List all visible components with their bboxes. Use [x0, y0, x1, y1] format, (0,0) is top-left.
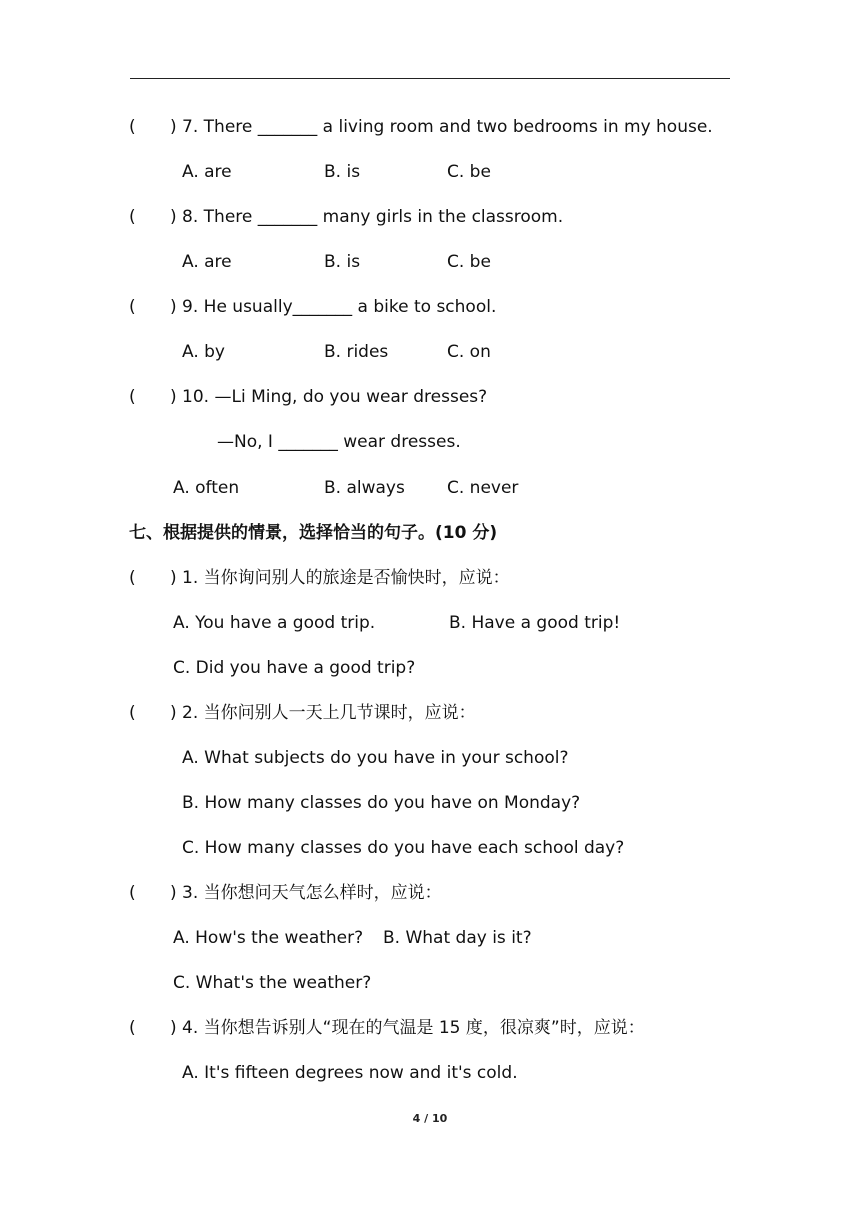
q9-option-b: B. rides: [324, 342, 389, 362]
question-10-reply: —No, I _______ wear dresses.: [217, 432, 461, 452]
q7-option-c: C. be: [447, 162, 491, 182]
q8-option-a: A. are: [182, 252, 232, 272]
q10-option-c: C. never: [447, 478, 519, 498]
q7-option-a: A. are: [182, 162, 232, 182]
s7-item-3-option-c: C. What's the weather?: [173, 973, 372, 993]
s7-item-2-option-b: B. How many classes do you have on Monday?: [182, 793, 581, 813]
question-10-text: ) 10. —Li Ming, do you wear dresses?: [170, 387, 488, 407]
q8-option-c: C. be: [447, 252, 491, 272]
q9-option-a: A. by: [182, 342, 225, 362]
q8-option-b: B. is: [324, 252, 361, 272]
s7-item-2-prompt: ) 2. 当你问别人一天上几节课时，应说：: [170, 703, 476, 723]
s7-item-3-option-a: A. How's the weather?: [173, 928, 364, 948]
s7-item-2-option-c: C. How many classes do you have each school day?: [182, 838, 625, 858]
question-7-text: ) 7. There _______ a living room and two bedrooms in my house.: [170, 117, 713, 137]
page-number: 4 / 10: [412, 1112, 448, 1125]
answer-bracket: (: [129, 297, 136, 317]
s7-item-2-option-a: A. What subjects do you have in your school?: [182, 748, 569, 768]
answer-bracket: (: [129, 1018, 136, 1038]
section-7-heading: 七、根据提供的情景，选择恰当的句子。(10 分): [129, 523, 498, 543]
s7-item-1-option-a: A. You have a good trip.: [173, 613, 376, 633]
q7-option-b: B. is: [324, 162, 361, 182]
answer-bracket: (: [129, 207, 136, 227]
answer-bracket: (: [129, 117, 136, 137]
answer-bracket: (: [129, 703, 136, 723]
s7-item-3-prompt: ) 3. 当你想问天气怎么样时，应说：: [170, 883, 442, 903]
s7-item-1-option-c: C. Did you have a good trip?: [173, 658, 416, 678]
s7-item-4-option-a: A. It's fifteen degrees now and it's cold.: [182, 1063, 518, 1083]
q10-option-a: A. often: [173, 478, 240, 498]
answer-bracket: (: [129, 883, 136, 903]
s7-item-1-prompt: ) 1. 当你询问别人的旅途是否愉快时，应说：: [170, 568, 510, 588]
q10-option-b: B. always: [324, 478, 405, 498]
s7-item-3-option-b: B. What day is it?: [383, 928, 532, 948]
answer-bracket: (: [129, 568, 136, 588]
header-rule: [130, 78, 730, 79]
question-9-text: ) 9. He usually_______ a bike to school.: [170, 297, 497, 317]
s7-item-4-prompt: ) 4. 当你想告诉别人“现在的气温是 15 度，很凉爽”时，应说：: [170, 1018, 645, 1038]
question-8-text: ) 8. There _______ many girls in the classroom.: [170, 207, 564, 227]
s7-item-1-option-b: B. Have a good trip!: [449, 613, 621, 633]
q9-option-c: C. on: [447, 342, 491, 362]
answer-bracket: (: [129, 387, 136, 407]
